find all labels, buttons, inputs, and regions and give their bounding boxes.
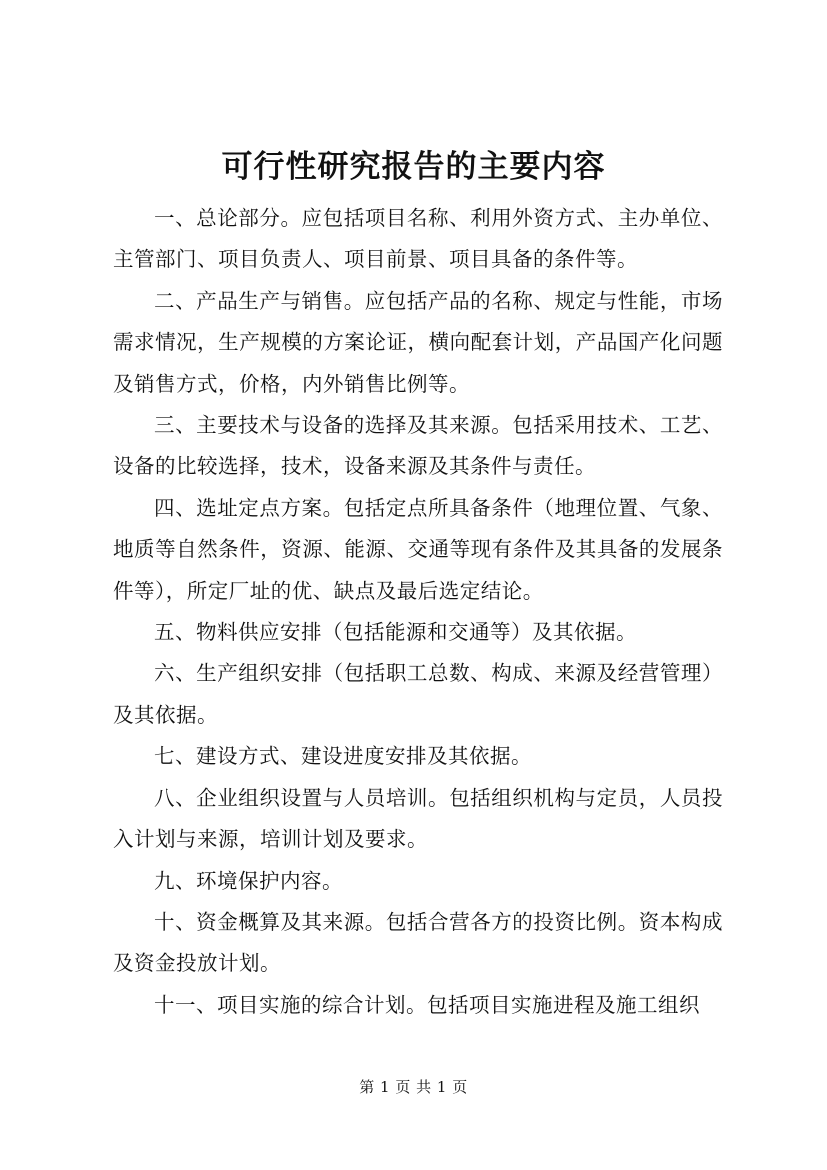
document-body (113, 198, 723, 1026)
paragraph-10: 十、资金概算及其来源。包括合营各方的投资比例。资本构成及资金投放计划。 (113, 909, 723, 976)
paragraph-4: 四、选址定点方案。包括定点所具备条件（地理位置、气象、地质等自然条件，资源、能源、交通等现有条件及其具备的发展条件等），所定厂址的优、缺点及最后选定结论。 (113, 495, 723, 603)
paragraph-11: 十一、项目实施的综合计划。包括项目实施进程及施工组织 (154, 992, 700, 1017)
paragraph-1: 一、总论部分。应包括项目名称、利用外资方式、主办单位、主管部门、项目负责人、项目前景、项目具备的条件等。 (113, 206, 723, 272)
paragraph-6: 六、生产组织安排（包括职工总数、构成、来源及经营管理）及其依据。 (113, 661, 723, 727)
paragraph-2: 二、产品生产与销售。应包括产品的名称、规定与性能，市场需求情况，生产规模的方案论证，横向配套计划，产品国产化问题及销售方式，价格，内外销售比例等。 (113, 288, 723, 396)
paragraph-8: 八、企业组织设置与人员培训。包括组织机构与定员，人员投入计划与来源，培训计划及要求。 (113, 785, 723, 852)
document-title: 可行性研究报告的主要内容 (221, 149, 606, 185)
paragraph-3: 三、主要技术与设备的选择及其来源。包括采用技术、工艺、设备的比较选择，技术，设备来源及其条件与责任。 (113, 413, 723, 479)
page-number-footer: 第 1 页 共 1 页 (359, 1078, 468, 1096)
paragraph-9: 九、环境保护内容。 (154, 868, 343, 893)
paragraph-7: 七、建设方式、建设进度安排及其依据。 (154, 744, 532, 769)
paragraph-5: 五、物料供应安排（包括能源和交通等）及其依据。 (154, 620, 637, 645)
